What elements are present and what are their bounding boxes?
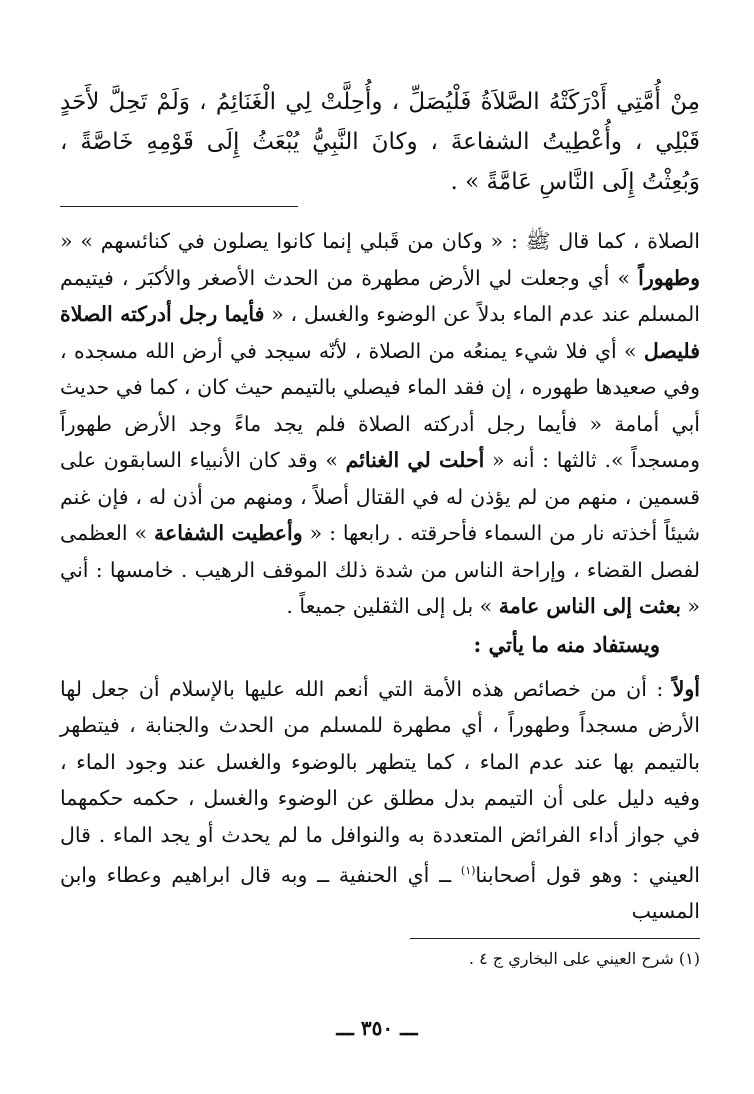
page-content xyxy=(60,82,700,971)
footnote-separator xyxy=(410,938,700,939)
section-heading: ويستفاد منه ما يأتي : xyxy=(473,631,660,657)
bold-phrase-ghanaim: أحلت لي الغنائم xyxy=(345,448,485,472)
page-number: ـــ ٣٥٠ ـــ xyxy=(336,1016,418,1040)
hadith-text: مِنْ أُمَّتِي أَدْرَكَتْهُ الصَّلاَةُ فَلْيُصَلِّ ، وأُحِلَّتْ لِي الْغَنَائِمُ ، وَلَمْ تَحِلَّ لأَحَدٍ قَبْلِي ، وأُعْطِيتُ الشفاعةَ ، وكانَ النَّبِيُّ يُبْعَثُ إِلَى قَوْمِهِ خَاصَّةً ، وَبُعِثْتُ إِلَى النَّاسِ عَامَّةً » . xyxy=(60,89,700,195)
commentary-text-6: » بل إلى الثقلين جميعاً . xyxy=(286,594,499,618)
footnote-marker: (١) xyxy=(460,864,476,877)
bold-phrase-ayyuma: فأيما رجل أدركته الصلاة فليصل xyxy=(60,302,700,363)
footnote: (١) شرح العيني على البخاري ج ٤ . xyxy=(468,948,700,968)
benefits-text-2: ــ أي الحنفية ــ وبه قال ابراهيم وعطاء وابن المسيب xyxy=(60,862,700,924)
hadith-separator xyxy=(60,206,298,207)
commentary-text-2: » أي وجعلت لي الأرض مطهرة من الحدث الأصغر والأكبَر ، فيتيمم المسلم عند عدم الماء بدلاً عن الوضوء والغسل ، « xyxy=(60,265,700,326)
commentary-paragraph xyxy=(60,223,700,625)
bold-phrase-shafaa: وأعطيت الشفاعة xyxy=(154,521,303,545)
bold-phrase-buithtu: بعثت إلى الناس عامة xyxy=(498,594,681,618)
commentary-text-4: » وقد كان الأنبياء السابقون على قسمين ، منهم من لم يؤذن له في القتال أصلاً ، ومنهم من أذن له ، فإن غنم شيئاً أخذته نار من السماء فأحرقته . رابعها : « xyxy=(60,448,700,545)
commentary-text-3: » أي فلا شيء يمنعُه من الصلاة ، لأنّه سيجد في أرض الله مسجده ، وفي صعيدها طهوره ، إن فقد الماء فيصلي بالتيمم حيث كان ، كما في حديث أبي أمامة « فأيما رجل أدركته الصلاة فلم يجد ماءً وجد الأرض طهوراً ومسجداً ». ثالثها : أنه « xyxy=(60,338,701,472)
bold-phrase-tahur: وطهوراً xyxy=(638,265,700,290)
benefits-paragraph xyxy=(60,671,700,930)
commentary-text-5: » العظمى لفصل القضاء ، وإراحة الناس من شدة ذلك الموقف الرهيب . خامسها : أني « xyxy=(60,521,700,618)
first-point-label: أولاً xyxy=(672,676,700,701)
benefits-text-1: : أن من خصائص هذه الأمة التي أنعم الله عليها بالإسلام أن جعل لها الأرض مسجداً وطهوراً ، أي مطهرة للمسلم من الحدث والجنابة ، فيتطهر بالتيمم بها عند عدم الماء ، كما يتطهر بالوضوء والغسل عند وجود الماء ، وفيه دليل على أن التيمم بدل مطلق عن الوضوء والغسل ، حكمه حكمهما في جواز أداء الفرائض المتعددة به والنوافل ما لم يحدث أو يجد الماء . قال العيني : وهو قول أصحابنا xyxy=(60,676,700,887)
commentary-text-1: الصلاة ، كما قال ﷺ : « وكان من قَبلي إنما كانوا يصلون في كنائسهم » « xyxy=(60,229,700,253)
